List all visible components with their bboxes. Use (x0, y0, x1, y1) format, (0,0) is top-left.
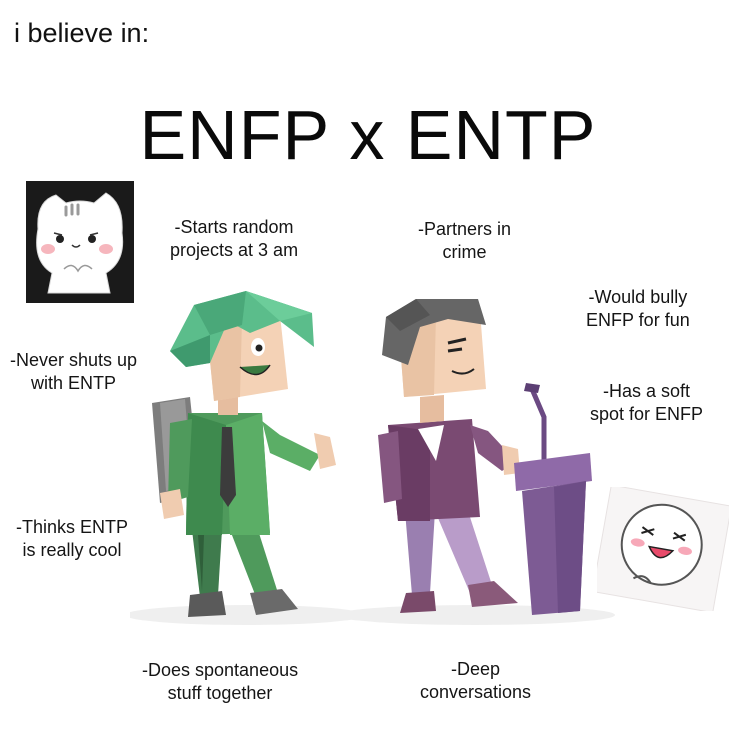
intro-caption: i believe in: (14, 18, 150, 48)
note-never-shuts-up: -Never shuts up with ENTP (10, 350, 138, 393)
note-deep-conversations: -Deep conversations (420, 659, 532, 702)
note-thinks-cool: -Thinks ENTP is really cool (16, 517, 129, 560)
note-would-bully: -Would bully ENFP for fun (586, 287, 690, 330)
entp-character (378, 299, 520, 613)
note-spontaneous: -Does spontaneous stuff together (142, 660, 299, 703)
characters-illustration (130, 285, 620, 630)
podium (514, 383, 592, 615)
note-partners: -Partners in crime (418, 219, 512, 262)
meme-title: ENFP x ENTP (139, 96, 597, 174)
enfp-character (152, 291, 336, 617)
cat-sticker (26, 181, 134, 303)
note-soft-spot: -Has a soft spot for ENFP (590, 381, 704, 424)
note-starts-random: -Starts random projects at 3 am (170, 217, 299, 260)
